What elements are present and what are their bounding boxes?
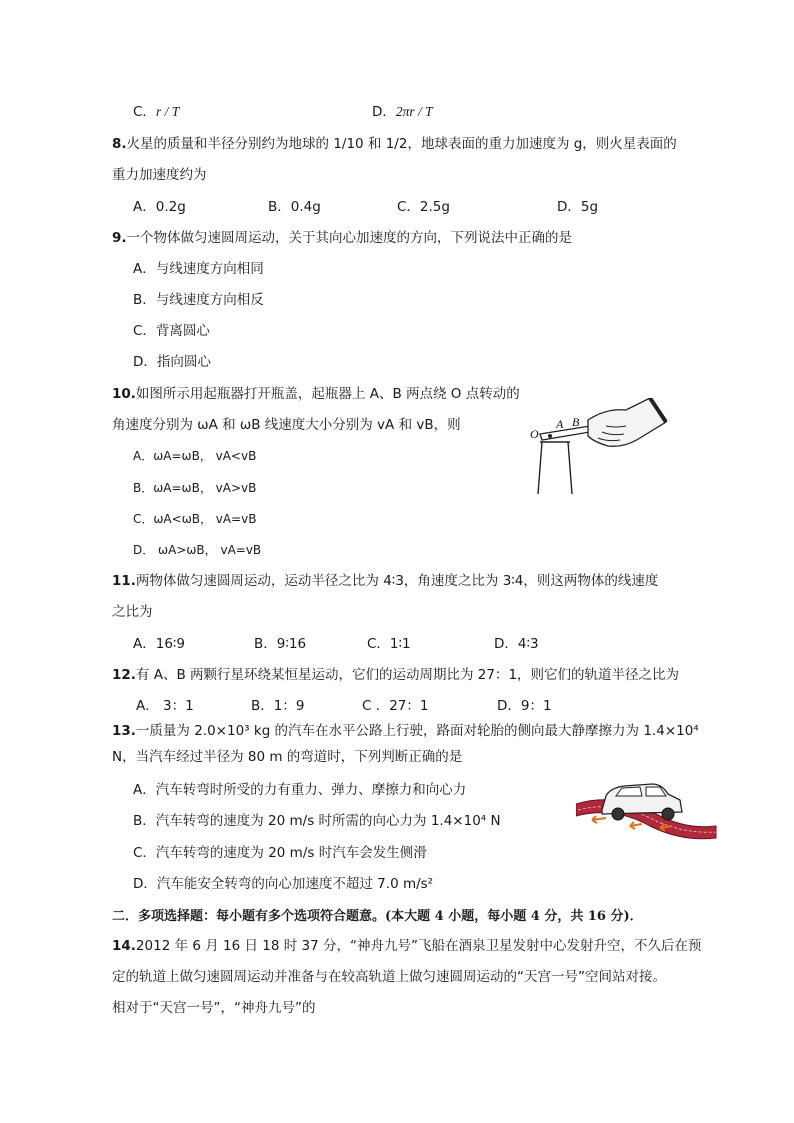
q10-option-c: C．ωA<ωB， vA=vB (133, 512, 257, 526)
q11-option-d: D．4∶3 (494, 636, 539, 652)
q10-stem-line2: 角速度分别为 ωA 和 ωB 线速度大小分别为 vA 和 vB，则 (112, 417, 461, 433)
q13-option-a: A．汽车转弯时所受的力有重力、弹力、摩擦力和向心力 (133, 782, 467, 798)
label-a: A (556, 417, 564, 431)
q11-stem-line2: 之比为 (112, 604, 153, 620)
car-turning-figure (576, 774, 718, 844)
bottle-opener-figure (528, 398, 668, 498)
label-b: B (572, 415, 580, 429)
section-2-header: 二．多项选择题：每小题有多个选项符合题意。(本大题 4 小题，每小题 4 分，共 16 分)． (112, 909, 643, 924)
q11-option-b: B．9∶16 (254, 636, 307, 652)
q8-option-b: B．0.4g (268, 199, 321, 215)
q12-option-c: C ．27：1 (362, 698, 429, 714)
q11-option-c: C．1∶1 (367, 636, 411, 652)
q10-stem-line1: 10.如图所示用起瓶器打开瓶盖，起瓶器上 A、B 两点绕 O 点转动的 (112, 386, 520, 402)
q13-stem-line2: N，当汽车经过半径为 80 m 的弯道时，下列判断正确的是 (112, 749, 463, 765)
q10-option-b: B．ωA=ωB， vA>vB (133, 481, 257, 495)
q12-stem: 12.有 A、B 两颗行星环绕某恒星运动，它们的运动周期比为 27：1，则它们的轨道半径之比为 (112, 667, 680, 683)
q11-stem-line1: 11.两物体做匀速圆周运动，运动半径之比为 4∶3，角速度之比为 3∶4，则这两物体的线速度 (112, 573, 659, 589)
q13-option-d: D．汽车能安全转弯的向心加速度不超过 7.0 m/s² (133, 876, 434, 892)
q12-option-d: D．9：1 (497, 698, 552, 714)
q9-option-c: C．背离圆心 (133, 323, 210, 339)
q14-stem-line3: 相对于“天宫一号”，“神舟九号”的 (112, 1000, 316, 1016)
q10-option-a: A．ωA=ωB， vA<vB (133, 449, 257, 463)
q12-option-a: A． 3：1 (136, 698, 194, 714)
q13-option-c: C．汽车转弯的速度为 20 m/s 时汽车会发生侧滑 (133, 845, 427, 861)
q8-stem-line2: 重力加速度约为 (112, 167, 207, 183)
q8-option-a: A．0.2g (133, 199, 186, 215)
q8-option-d: D．5g (557, 199, 599, 215)
q14-stem-line2: 定的轨道上做匀速圆周运动并准备与在较高轨道上做匀速圆周运动的“天宫一号”空间站对接。 (112, 969, 666, 985)
q9-stem: 9.一个物体做匀速圆周运动，关于其向心加速度的方向，下列说法中正确的是 (112, 230, 573, 246)
q9-option-d: D．指向圆心 (133, 354, 211, 370)
q8-stem-line1: 8.火星的质量和半径分别约为地球的 1/10 和 1/2，地球表面的重力加速度为 g，则火星表面的 (112, 136, 677, 152)
q7-option-d: D．2πr / T (372, 104, 433, 120)
q13-stem-line1: 13.一质量为 2.0×10³ kg 的汽车在水平公路上行驶，路面对轮胎的侧向最大静摩擦力为 1.4×10⁴ (112, 723, 699, 739)
q13-option-b: B．汽车转弯的速度为 20 m/s 时所需的向心力为 1.4×10⁴ N (133, 813, 501, 829)
label-o: O (530, 427, 539, 441)
q9-option-b: B．与线速度方向相反 (133, 292, 264, 308)
q8-option-c: C．2.5g (397, 199, 450, 215)
q12-option-b: B．1：9 (251, 698, 305, 714)
q14-stem-line1: 14.2012 年 6 月 16 日 18 时 37 分，“神舟九号”飞船在酒泉卫星发射中心发射升空，不久后在预 (112, 938, 702, 954)
q7-option-c: C．r / T (133, 104, 180, 120)
q11-option-a: A．16∶9 (133, 636, 186, 652)
q10-option-d: D． ωA>ωB， vA=vB (133, 543, 262, 557)
q9-option-a: A．与线速度方向相同 (133, 261, 264, 277)
